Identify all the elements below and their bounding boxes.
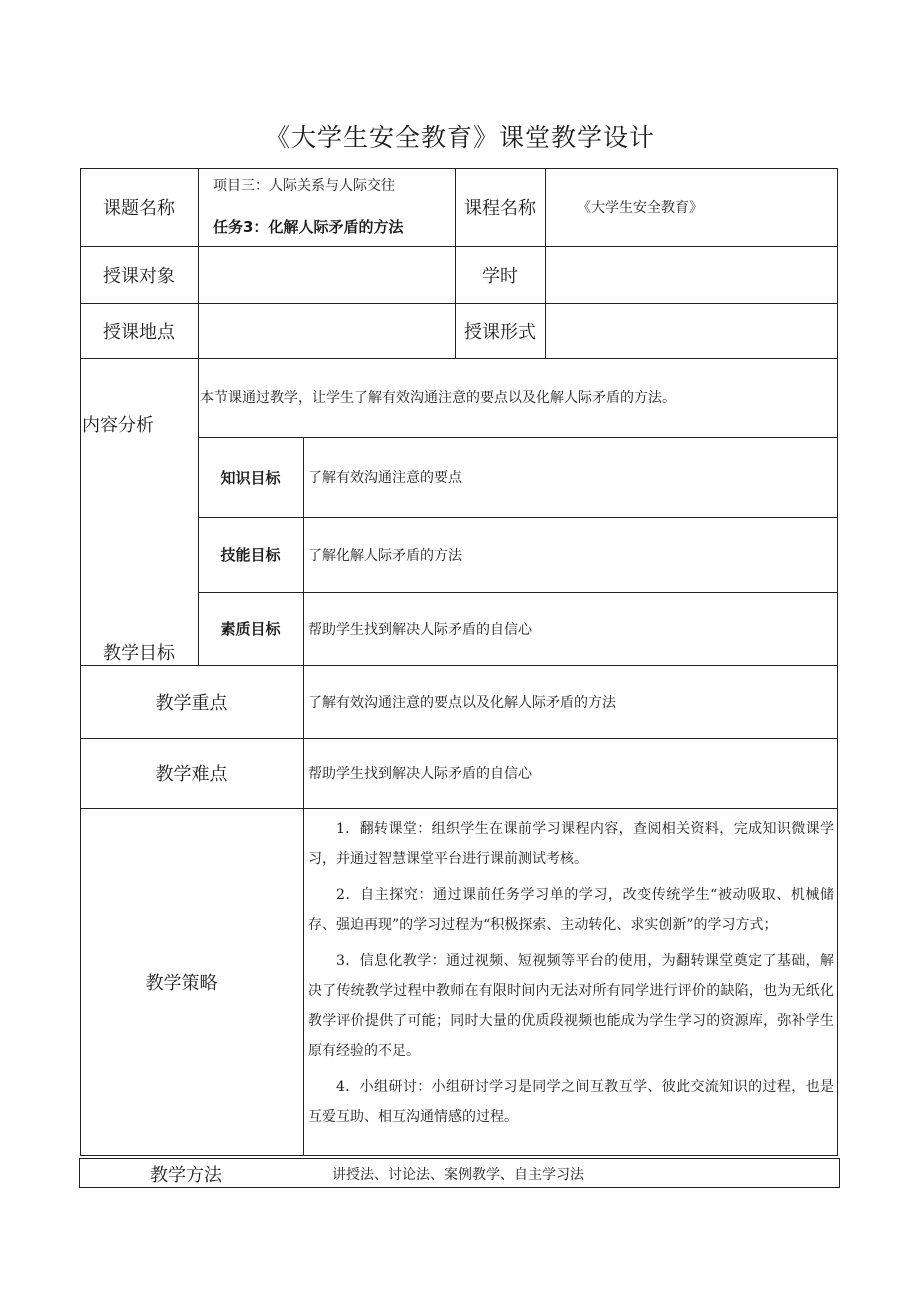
strategy-paragraph: 1．翻转课堂：组织学生在课前学习课程内容，查阅相关资料，完成知识微课学习，并通过智慧课堂平台进行课前测试考核。 [308,821,834,867]
strategy-paragraph: 2．自主探究：通过课前任务学习单的学习，改变传统学生“被动吸取、机械储存、强迫再现”的学习过程为“积极探索、主动转化、求实创新”的学习方式； [308,887,834,933]
content-analysis-value: 本节课通过教学，让学生了解有效沟通注意的要点以及化解人际矛盾的方法。 [200,390,676,406]
form-label: 授课形式 [464,321,536,343]
objective-knowledge-label: 知识目标 [220,468,281,487]
table-right-border [837,168,838,1156]
location-value [206,303,451,358]
column-divider [303,437,304,665]
topic-name-label: 课题名称 [103,198,175,219]
hours-value [553,246,833,303]
methods-top-border [80,1158,840,1159]
objective-quality-value: 帮助学生找到解决人际矛盾的自信心 [308,621,532,638]
form-value [553,303,833,358]
audience-label: 授课对象 [103,265,175,287]
content-analysis-label: 内容分析 [82,415,154,436]
topic-task: 任务3：化解人际矛盾的方法 [213,217,404,236]
objective-skill-label: 技能目标 [220,546,281,564]
methods-left-border [79,1158,80,1188]
key-points-label: 教学重点 [155,692,228,714]
strategy-label: 教学策略 [145,973,218,994]
strategy-paragraph: 3．信息化教学：通过视频、短视频等平台的使用，为翻转课堂奠定了基础，解决了传统教学过程中教师在有限时间内无法对所有同学进行评价的缺陷，也为无纸化教学评价提供了可能；同时大量的优质段视频也能成为学生学习的资源库，弥补学生原有经验的不足。 [308,953,834,1059]
topic-project: 项目三：人际关系与人际交往 [213,178,395,194]
key-points-value: 了解有效沟通注意的要点以及化解人际矛盾的方法 [308,694,616,711]
hours-label: 学时 [482,265,518,287]
column-divider [545,168,546,358]
strategy-paragraph: 4．小组研讨：小组研讨学习是同学之间互教互学、彼此交流知识的过程，也是互爱互助、相互沟通情感的过程。 [308,1079,834,1125]
difficulties-value: 帮助学生找到解决人际矛盾的自信心 [308,766,532,782]
difficulties-label: 教学难点 [155,764,228,785]
row-divider [80,358,837,359]
methods-value: 讲授法、讨论法、案例教学、自主学习法 [332,1166,584,1183]
objective-quality-label: 素质目标 [220,620,281,638]
column-divider [303,665,304,1156]
methods-label: 教学方法 [150,1164,222,1186]
course-name-label: 课程名称 [464,198,536,219]
course-name-value: 《大学生安全教育》 [577,200,703,216]
page-title: 《大学生安全教育》课堂教学设计 [264,123,655,152]
methods-right-border [839,1158,840,1188]
table-bottom-border [80,1187,840,1188]
audience-value [206,246,451,303]
strategy-content [308,814,834,1132]
objective-skill-value: 了解化解人际矛盾的方法 [308,547,462,564]
objectives-label: 教学目标 [103,643,175,664]
location-label: 授课地点 [103,321,175,343]
objective-knowledge-value: 了解有效沟通注意的要点 [308,470,462,486]
